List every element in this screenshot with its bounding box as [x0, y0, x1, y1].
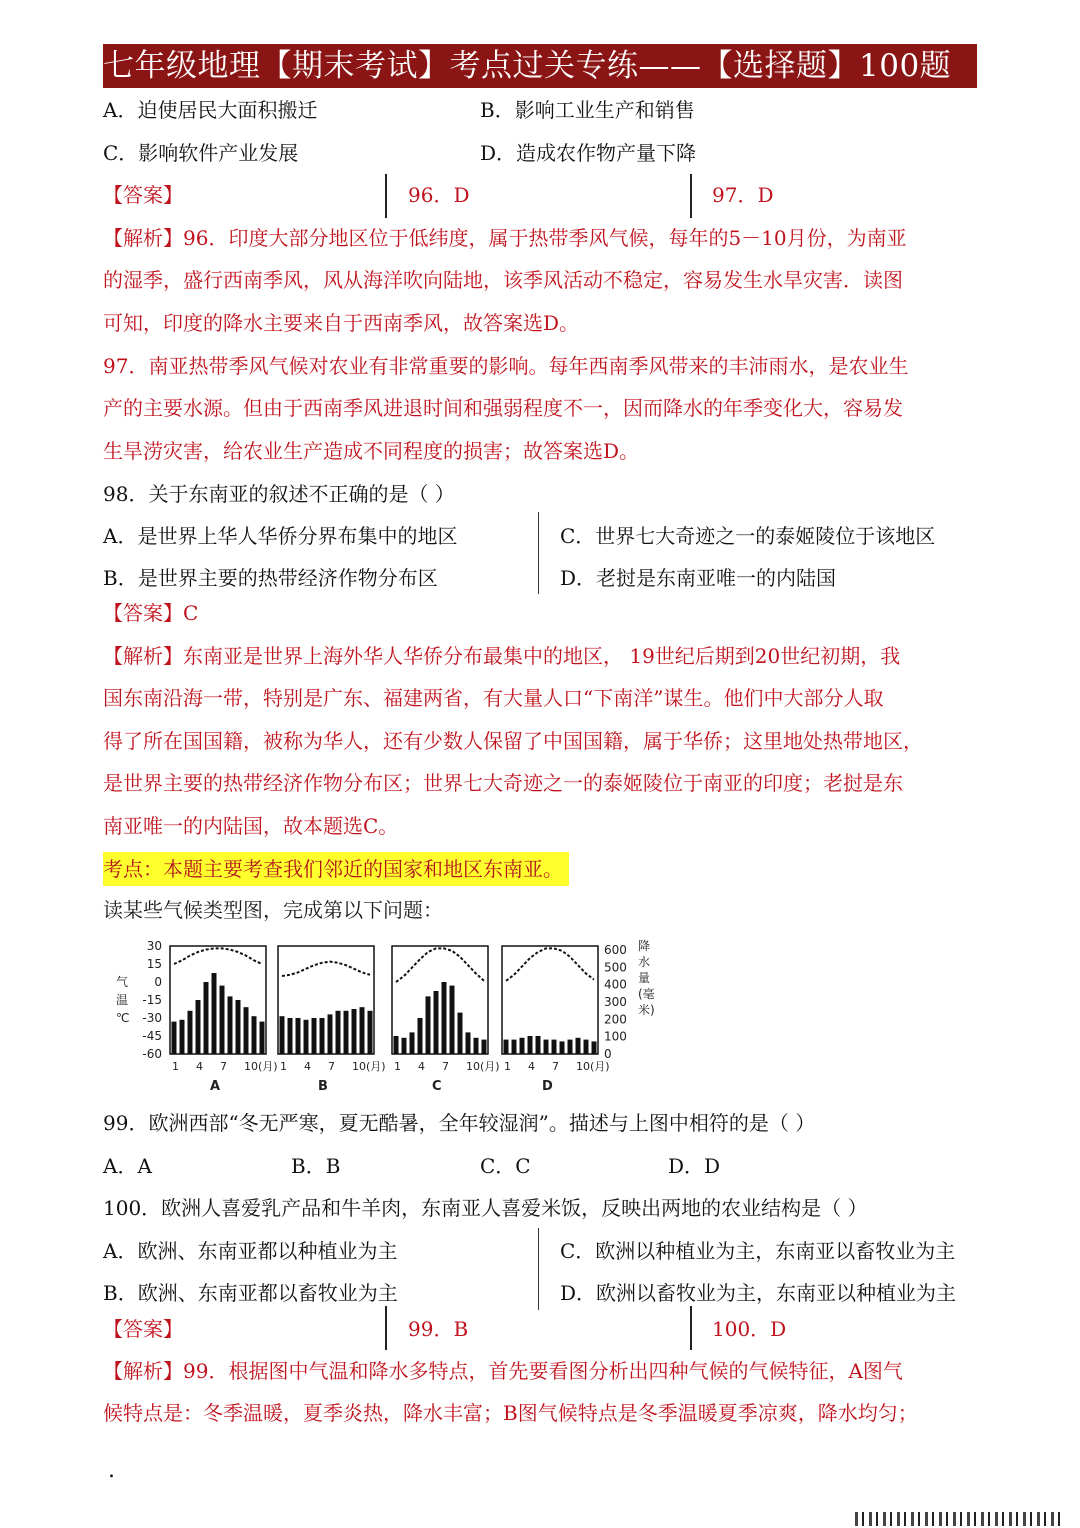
month-tick-label: 7: [552, 1060, 559, 1073]
month-tick-label: 1: [504, 1060, 511, 1073]
analysis-96-line-1: [103, 225, 907, 251]
precipitation-bar: [204, 982, 209, 1054]
q98-stem: 98．关于东南亚的叙述不正确的是（ ）: [103, 482, 455, 506]
precipitation-bar: [394, 1036, 399, 1054]
right-axis-label: 降: [638, 939, 651, 953]
q98-answer: [103, 600, 198, 626]
precipitation-bar: [352, 1009, 357, 1054]
q97-option-b: B．影响工业生产和销售: [480, 98, 695, 122]
right-tick-label: 100: [604, 1029, 627, 1044]
answer-97: 97．D: [712, 183, 774, 207]
right-axis-label: (毫: [638, 987, 655, 1001]
precipitation-bar: [560, 1041, 565, 1054]
precipitation-bar: [312, 1018, 317, 1054]
precipitation-bar: [528, 1036, 533, 1054]
kaodian-highlight: 考点：本题主要考查我们邻近的国家和地区东南亚。: [103, 852, 569, 886]
answer-96: 96．D: [408, 183, 470, 207]
month-tick-label: 10(月): [576, 1060, 610, 1073]
left-tick-label: 30: [146, 939, 162, 953]
q99-option-a: A．A: [103, 1154, 152, 1178]
q98-analysis-line-4: 是世界主要的热带经济作物分布区；世界七大奇迹之一的泰姬陵位于南亚的印度；老挝是东: [103, 771, 903, 795]
analysis-text: 96．印度大部分地区位于低纬度，属于热带季风气候，每年的5－10月份，为南亚: [183, 226, 907, 250]
q99-option-c: C．C: [480, 1154, 531, 1178]
q98-option-a: A．是世界上华人华侨分界布集中的地区: [103, 524, 458, 548]
analysis-97-line-1: 97．南亚热带季风气候对农业有非常重要的影响。每年西南季风带来的丰沛雨水，是农业生: [103, 354, 909, 378]
precipitation-bar: [236, 1000, 241, 1054]
month-tick-label: 10(月): [244, 1060, 278, 1073]
answer-divider: [690, 1306, 692, 1350]
right-tick-label: 600: [604, 943, 627, 957]
precipitation-bar: [228, 996, 233, 1054]
precipitation-bar: [410, 1032, 415, 1054]
right-axis-label: 米): [638, 1003, 655, 1017]
precipitation-bar: [180, 1020, 185, 1054]
right-tick-label: 300: [604, 995, 627, 1009]
temperature-line: [506, 948, 594, 980]
right-tick-label: 500: [604, 960, 627, 975]
q98-analysis-line-3: 得了所在国国籍，被称为华人，还有少数人保留了中国国籍，属于华侨；这里地处热带地区，: [103, 729, 923, 753]
figure-intro: 读某些气候类型图，完成第以下问题：: [103, 898, 443, 922]
answer-divider: [690, 174, 692, 218]
climate-chart: [110, 938, 670, 1098]
precipitation-bar: [474, 1038, 479, 1054]
analysis-text: 99．根据图中气温和降水多特点，首先要看图分析出四种气候的气候特征，A图气: [183, 1359, 903, 1383]
month-tick-label: 10(月): [352, 1060, 386, 1073]
climate-panel-frame: [502, 946, 598, 1054]
precipitation-bar: [418, 1018, 423, 1054]
precipitation-bar: [592, 1041, 597, 1054]
panel-label: B: [318, 1079, 328, 1094]
precipitation-bar: [568, 1040, 573, 1054]
precipitation-bar: [280, 1016, 285, 1054]
analysis-99-line-2: 候特点是：冬季温暖，夏季炎热，降水丰富；B图气候特点是冬季温暖夏季凉爽，降水均匀；: [103, 1401, 918, 1425]
analysis-96-line-3: 可知，印度的降水主要来自于西南季风，故答案选D。: [103, 311, 580, 335]
q97-option-a: A．迫使居民大面积搬迁: [103, 98, 318, 122]
options-divider: [538, 512, 539, 594]
precipitation-bar: [504, 1040, 509, 1054]
answer-label-1: 【答案】: [103, 183, 183, 207]
left-tick-label: 15: [146, 957, 162, 971]
analysis-text: 东南亚是世界上海外华人华侨分布最集中的地区， 19世纪后期到20世纪初期，我: [183, 644, 901, 668]
precipitation-bar: [252, 1016, 257, 1054]
month-tick-label: 7: [220, 1060, 227, 1073]
q99-option-b: B．B: [291, 1154, 341, 1178]
left-tick-label: -45: [142, 1029, 162, 1043]
left-tick-label: -15: [142, 993, 162, 1007]
precipitation-bar: [368, 1011, 373, 1054]
month-tick-label: 1: [280, 1060, 287, 1073]
precipitation-bar: [450, 986, 455, 1054]
answer-divider: [385, 174, 387, 218]
q99-stem: 99．欧洲西部“冬无严寒，夏无酷暑，全年较湿润”。描述与上图中相符的是（ ）: [103, 1111, 816, 1135]
left-axis-label: 气: [116, 975, 129, 989]
precipitation-bar: [520, 1038, 525, 1054]
page-title: 七年级地理【期末考试】考点过关专练——【选择题】100题: [103, 48, 952, 84]
q98-option-c: C．世界七大奇迹之一的泰姬陵位于该地区: [560, 524, 936, 548]
month-tick-label: 7: [442, 1060, 449, 1073]
answer-99: 99．B: [408, 1317, 469, 1341]
page-title-banner: [103, 44, 977, 88]
temperature-line: [396, 948, 484, 982]
precipitation-bar: [296, 1018, 301, 1054]
precipitation-bar: [344, 1011, 349, 1054]
precipitation-bar: [360, 1007, 365, 1054]
q97-option-c: C．影响软件产业发展: [103, 141, 299, 165]
month-tick-label: 7: [328, 1060, 335, 1073]
panel-label: A: [210, 1079, 221, 1094]
left-tick-label: -30: [142, 1011, 162, 1025]
footer-dot: .: [108, 1458, 115, 1483]
month-tick-label: 10(月): [466, 1060, 500, 1073]
panel-label: C: [432, 1079, 442, 1094]
month-tick-label: 1: [172, 1060, 179, 1073]
temperature-line: [174, 948, 262, 964]
precipitation-bar: [426, 996, 431, 1054]
q97-option-d: D．造成农作物产量下降: [480, 141, 697, 165]
precipitation-bar: [544, 1040, 549, 1054]
options-divider: [538, 1228, 539, 1310]
q98-analysis-line-2: 国东南沿海一带，特别是广东、福建两省，有大量人口“下南洋”谋生。他们中大部分人取: [103, 686, 884, 710]
bottom-decoration: [855, 1512, 1060, 1526]
precipitation-bar: [512, 1040, 517, 1054]
month-tick-label: 4: [304, 1060, 311, 1073]
precipitation-bar: [220, 986, 225, 1054]
left-axis-label: 温: [116, 993, 129, 1007]
q98-option-d: D．老挝是东南亚唯一的内陆国: [560, 566, 837, 590]
precipitation-bar: [402, 1038, 407, 1054]
precipitation-bar: [328, 1014, 333, 1054]
answer-100: 100．D: [712, 1317, 787, 1341]
precipitation-bar: [442, 982, 447, 1054]
left-tick-label: 0: [154, 975, 162, 989]
month-tick-label: 4: [196, 1060, 203, 1073]
precipitation-bar: [482, 1040, 487, 1054]
analysis-97-line-2: 产的主要水源。但由于西南季风进退时间和强弱程度不一，因而降水的年季变化大，容易发: [103, 396, 903, 420]
answer-value: C: [183, 601, 199, 625]
precipitation-bar: [196, 1000, 201, 1054]
answer-label-2: 【答案】: [103, 1317, 183, 1341]
analysis-97-line-3: 生旱涝灾害，给农业生产造成不同程度的损害；故答案选D。: [103, 439, 640, 463]
analysis-label: 【解析】: [103, 226, 183, 250]
precipitation-bar: [244, 1007, 249, 1054]
left-tick-label: -60: [142, 1047, 162, 1061]
precipitation-bar: [584, 1040, 589, 1054]
precipitation-bar: [576, 1038, 581, 1054]
q99-option-d: D．D: [668, 1154, 721, 1178]
q100-stem: 100．欧洲人喜爱乳产品和牛羊肉，东南亚人喜爱米饭，反映出两地的农业结构是（ ）: [103, 1196, 868, 1220]
answer-label: 【答案】: [103, 601, 183, 625]
precipitation-bar: [434, 991, 439, 1054]
precipitation-bar: [458, 1013, 463, 1054]
precipitation-bar: [552, 1040, 557, 1054]
precipitation-bar: [336, 1011, 341, 1054]
q100-option-a: A．欧洲、东南亚都以种植业为主: [103, 1239, 398, 1263]
temperature-line: [282, 962, 370, 976]
analysis-label: 【解析】: [103, 644, 183, 668]
month-tick-label: 4: [418, 1060, 425, 1073]
month-tick-label: 1: [394, 1060, 401, 1073]
q100-option-b: B．欧洲、东南亚都以畜牧业为主: [103, 1281, 398, 1305]
precipitation-bar: [304, 1020, 309, 1054]
precipitation-bar: [212, 973, 217, 1054]
analysis-99-line-1: [103, 1358, 903, 1384]
precipitation-bar: [288, 1018, 293, 1054]
right-tick-label: 400: [604, 977, 627, 992]
q98-analysis-line-5: 南亚唯一的内陆国，故本题选C。: [103, 814, 399, 838]
q100-option-d: D．欧洲以畜牧业为主，东南亚以种植业为主: [560, 1281, 957, 1305]
q100-option-c: C．欧洲以种植业为主，东南亚以畜牧业为主: [560, 1239, 956, 1263]
left-axis-label: ℃: [116, 1011, 130, 1025]
precipitation-bar: [188, 1011, 193, 1054]
precipitation-bar: [260, 1022, 265, 1054]
month-tick-label: 4: [528, 1060, 535, 1073]
precipitation-bar: [466, 1032, 471, 1054]
analysis-96-line-2: 的湿季，盛行西南季风，风从海洋吹向陆地，该季风活动不稳定，容易发生水旱灾害．读图: [103, 268, 903, 292]
right-tick-label: 200: [604, 1012, 627, 1027]
q98-option-b: B．是世界主要的热带经济作物分布区: [103, 566, 438, 590]
right-axis-label: 量: [638, 971, 651, 985]
panel-label: D: [542, 1079, 553, 1094]
q98-analysis-line-1: [103, 643, 900, 669]
analysis-label: 【解析】: [103, 1359, 183, 1383]
precipitation-bar: [172, 1022, 177, 1054]
precipitation-bar: [320, 1018, 325, 1054]
precipitation-bar: [536, 1036, 541, 1054]
right-tick-label: 0: [604, 1047, 612, 1061]
answer-divider: [385, 1306, 387, 1350]
right-axis-label: 水: [638, 955, 651, 969]
